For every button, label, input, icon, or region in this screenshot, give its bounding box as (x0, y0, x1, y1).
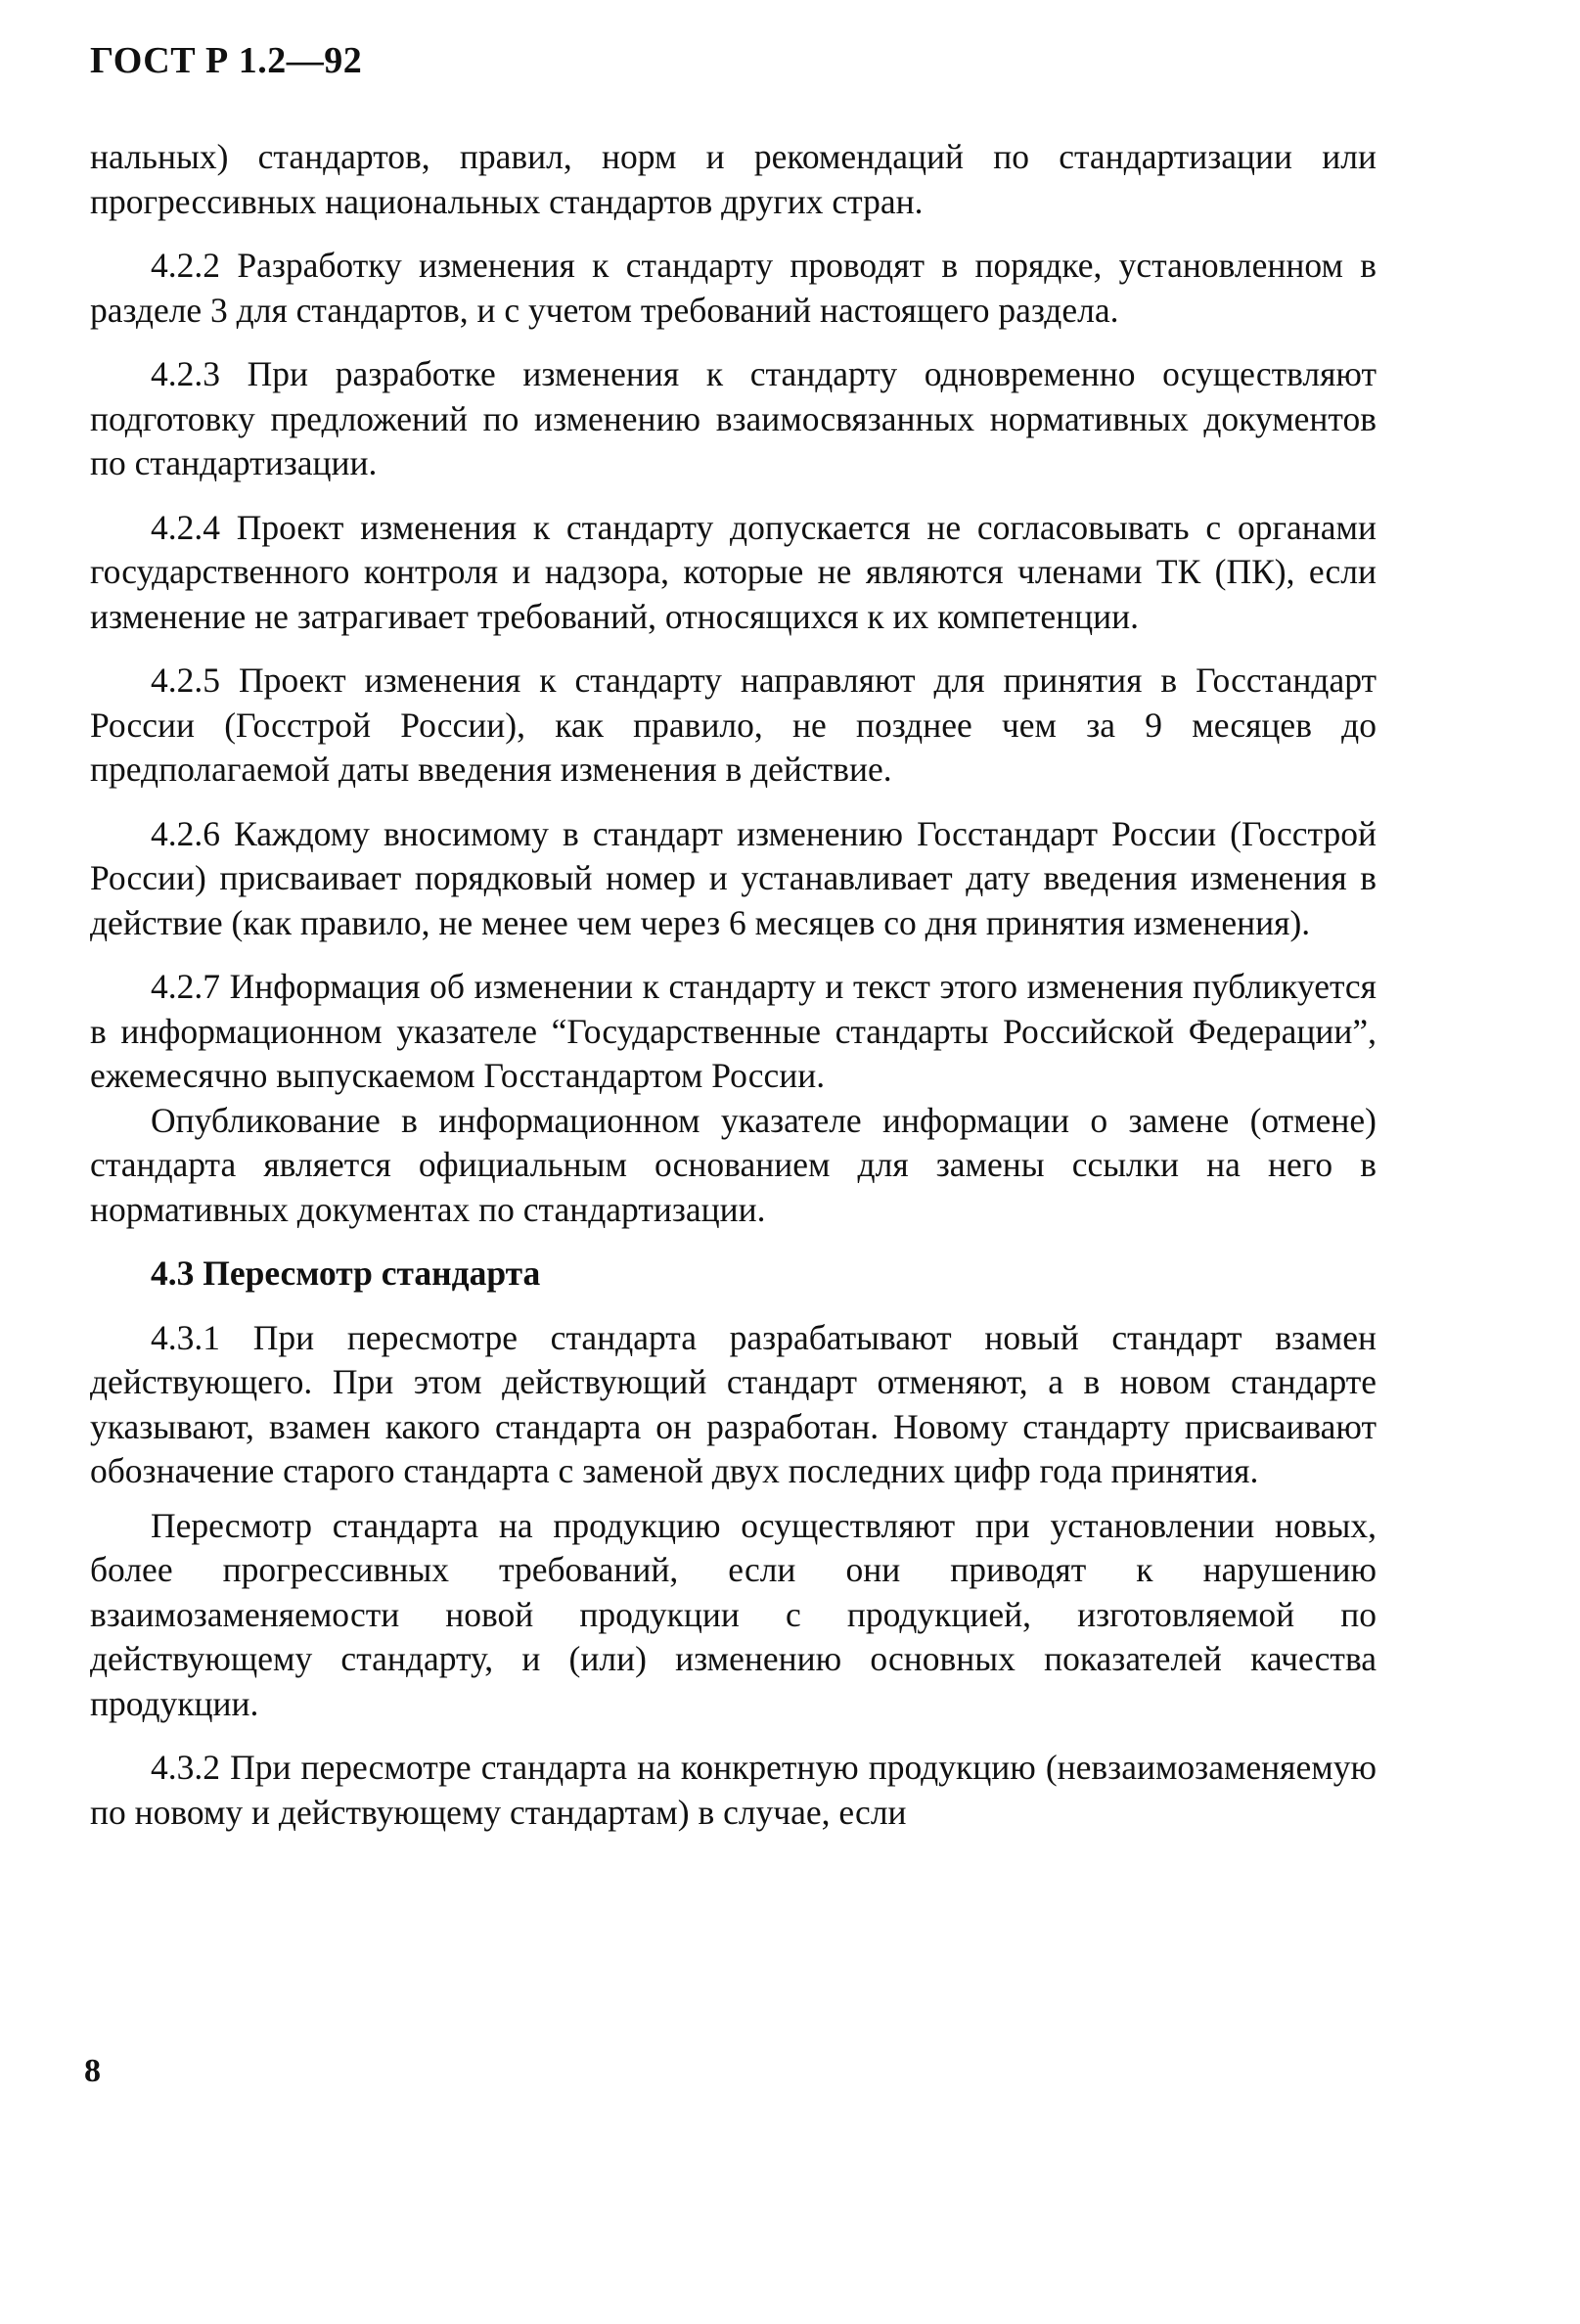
page-number: 8 (84, 2053, 101, 2089)
paragraph-4-2-4: 4.2.4 Проект изменения к стандарту допускается не согласовывать с органами государственного контроля и надзора, которые не являются членами ТК (ПК), если изменение не затрагивает требований, относящихся к их компетенции. (90, 507, 1377, 636)
paragraph-4-2-2: 4.2.2 Разработку изменения к стандарту проводят в порядке, установленном в разделе 3 для стандартов, и с учетом требований настоящего раздела. (90, 246, 1377, 330)
paragraph-4-2-7: 4.2.7 Информация об изменении к стандарту и текст этого изменения публикуется в информационном указателе “Государственные стандарты Российской Федерации”, ежемесячно выпускаемом Госстандартом России. (90, 967, 1377, 1095)
paragraph-4-2-6: 4.2.6 Каждому вносимому в стандарт изменению Госстандарт России (Госстрой России) присваивает порядковый номер и устанавливает дату введения изменения в действие (как правило, не менее чем через 6 месяцев со дня принятия изменения). (90, 813, 1377, 942)
paragraph-continuation: нальных) стандартов, правил, норм и рекомендаций по стандартизации или прогрессивных национальных стандартов других стран. (90, 137, 1377, 221)
paragraph-4-3-1: 4.3.1 При пересмотре стандарта разрабатывают новый стандарт взамен действующего. При этом действующий стандарт отменяют, а в новом стандарте указывают, взамен какого стандарта он разработан. Новому стандарту присваивают обозначение старого стандарта с заменой двух последних цифр года принятия. (90, 1317, 1377, 1490)
paragraph-4-2-3: 4.2.3 При разработке изменения к стандарту одновременно осуществляют подготовку предложений по изменению взаимосвязанных нормативных документов по стандартизации. (90, 354, 1377, 482)
paragraph-4-3-2: 4.3.2 При пересмотре стандарта на конкретную продукцию (невзаимозаменяемую по новому и действующему стандартам) в случае, если (90, 1748, 1377, 1832)
document-header: ГОСТ Р 1.2—92 (90, 40, 363, 81)
paragraph-publication: Опубликование в информационном указателе информации о замене (отмене) стандарта является официальным основанием для замены ссылки на него в нормативных документах по стандартизации. (90, 1100, 1377, 1229)
document-body (90, 135, 1377, 1835)
section-heading-4-3: 4.3 Пересмотр стандарта (151, 1253, 541, 1293)
paragraph-4-2-5: 4.2.5 Проект изменения к стандарту направляют для принятия в Госстандарт России (Госстрой России), как правило, не позднее чем за 9 месяцев до предполагаемой даты введения изменения в действие. (90, 661, 1377, 789)
paragraph-revision: Пересмотр стандарта на продукцию осуществляют при установлении новых, более прогрессивных требований, если они приводят к нарушению взаимозаменяемости новой продукции с продукцией, изготовляемой по действующему стандарту, и (или) изменению основных показателей качества продукции. (90, 1505, 1377, 1723)
